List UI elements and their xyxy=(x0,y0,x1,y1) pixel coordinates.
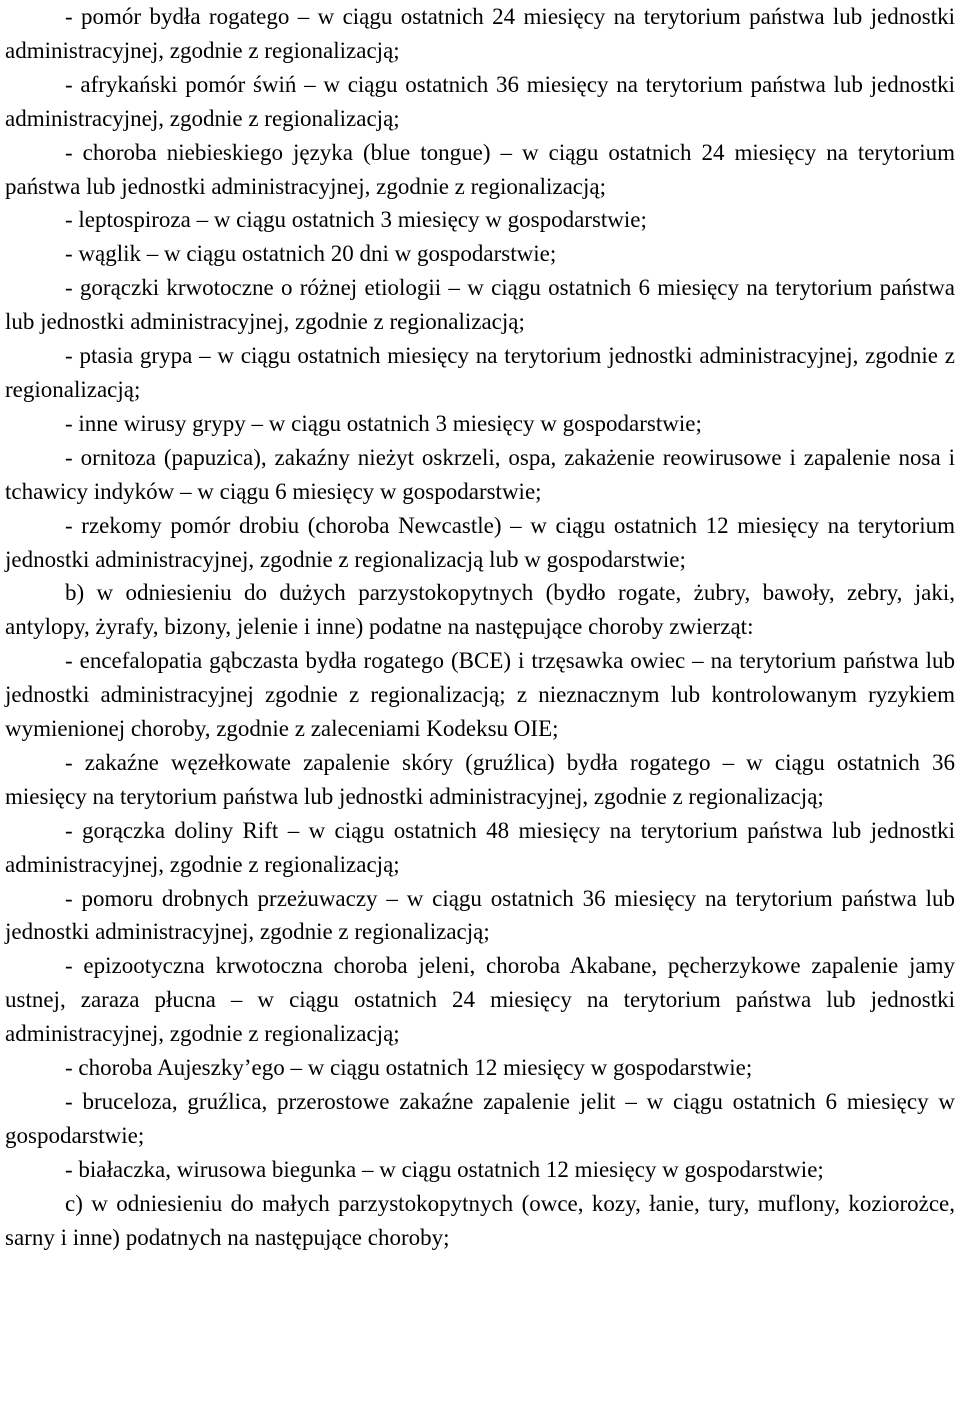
paragraph-hemorrhagic-fevers: - gorączki krwotoczne o różnej etiologii – w ciągu ostatnich 6 miesięcy na terytorium państwa lub jednostki administracyjnej, zgodnie z regionalizacją; xyxy=(5,275,955,335)
paragraph-ornithosis: - ornitoza (papuzica), zakaźny nieżyt oskrzeli, ospa, zakażenie reowirusowe i zapalenie nosa i tchawicy indyków – w ciągu 6 miesięcy w gospodarstwie; xyxy=(5,444,955,504)
paragraph-blue-tongue: - choroba niebieskiego języka (blue tongue) – w ciągu ostatnich 24 miesięcy na terytorium państwa lub jednostki administracyjnej, zgodnie z regionalizacją; xyxy=(5,139,955,199)
paragraph-brucellosis: - bruceloza, gruźlica, przerostowe zakaźne zapalenie jelit – w ciągu ostatnich 6 miesięcy w gospodarstwie; xyxy=(5,1089,955,1148)
paragraph-newcastle: - rzekomy pomór drobiu (choroba Newcastle) – w ciągu ostatnich 12 miesięcy na terytorium jednostki administracyjnej, zgodnie z regionalizacją lub w gospodarstwie; xyxy=(5,512,955,572)
paragraph-bse: - encefalopatia gąbczasta bydła rogatego (BCE) i trzęsawka owiec – na terytorium państwa lub jednostki administracyjnej zgodnie z regionalizacją; z nieznacznym lub kontrolowanym ryzykiem wymienionej choroby, zgodnie z zaleceniami Kodeksu OIE; xyxy=(5,648,955,742)
paragraph-anthrax: - wąglik – w ciągu ostatnich 20 dni w gospodarstwie; xyxy=(65,241,557,267)
paragraph-ppr: - pomoru drobnych przeżuwaczy – w ciągu ostatnich 36 miesięcy na terytorium państwa lub jednostki administracyjnej, zgodnie z regionalizacją; xyxy=(5,885,955,945)
paragraph-ehd: - epizootyczna krwotoczna choroba jeleni, choroba Akabane, pęcherzykowe zapalenie jamy ustnej, zaraza płucna – w ciągu ostatnich 24 miesięcy na terytorium państwa lub jednostki administracyjnej, zgodnie z regionalizacją; xyxy=(5,953,955,1047)
paragraph-leptospirosis: - leptospiroza – w ciągu ostatnich 3 miesięcy w gospodarstwie; xyxy=(65,207,647,233)
paragraph-large-ungulates-heading: b) w odniesieniu do dużych parzystokopytnych (bydło rogate, żubry, bawoły, zebry, jaki, antylopy, żyrafy, bizony, jelenie i inne) podatne na następujące choroby zwierząt: xyxy=(5,580,955,640)
paragraph-rinderpest: - pomór bydła rogatego – w ciągu ostatnich 24 miesięcy na terytorium państwa lub jednostki administracyjnej, zgodnie z regionalizacją; xyxy=(5,4,955,63)
paragraph-small-ungulates-heading: c) w odniesieniu do małych parzystokopytnych (owce, kozy, łanie, tury, muflony, koziorożce, sarny i inne) podatnych na następujące choroby; xyxy=(5,1190,955,1250)
paragraph-lumpy-skin: - zakaźne węzełkowate zapalenie skóry (gruźlica) bydła rogatego – w ciągu ostatnich 36 miesięcy na terytorium państwa lub jednostki administracyjnej, zgodnie z regionalizacją; xyxy=(5,749,955,809)
paragraph-african-swine-fever: - afrykański pomór świń – w ciągu ostatnich 36 miesięcy na terytorium państwa lub jednostki administracyjnej, zgodnie z regionalizacją; xyxy=(5,71,955,131)
paragraph-leukosis: - białaczka, wirusowa biegunka – w ciągu ostatnich 12 miesięcy w gospodarstwie; xyxy=(65,1156,824,1182)
paragraph-avian-influenza: - ptasia grypa – w ciągu ostatnich miesięcy na terytorium jednostki administracyjnej, zgodnie z regionalizacją; xyxy=(5,343,955,402)
paragraph-aujeszky: - choroba Aujeszky’ego – w ciągu ostatnich 12 miesięcy w gospodarstwie; xyxy=(65,1055,753,1081)
paragraph-other-influenza: - inne wirusy grypy – w ciągu ostatnich 3 miesięcy w gospodarstwie; xyxy=(65,410,702,436)
paragraph-rift-valley: - gorączka doliny Rift – w ciągu ostatnich 48 miesięcy na terytorium państwa lub jednostki administracyjnej, zgodnie z regionalizacją; xyxy=(5,817,955,877)
